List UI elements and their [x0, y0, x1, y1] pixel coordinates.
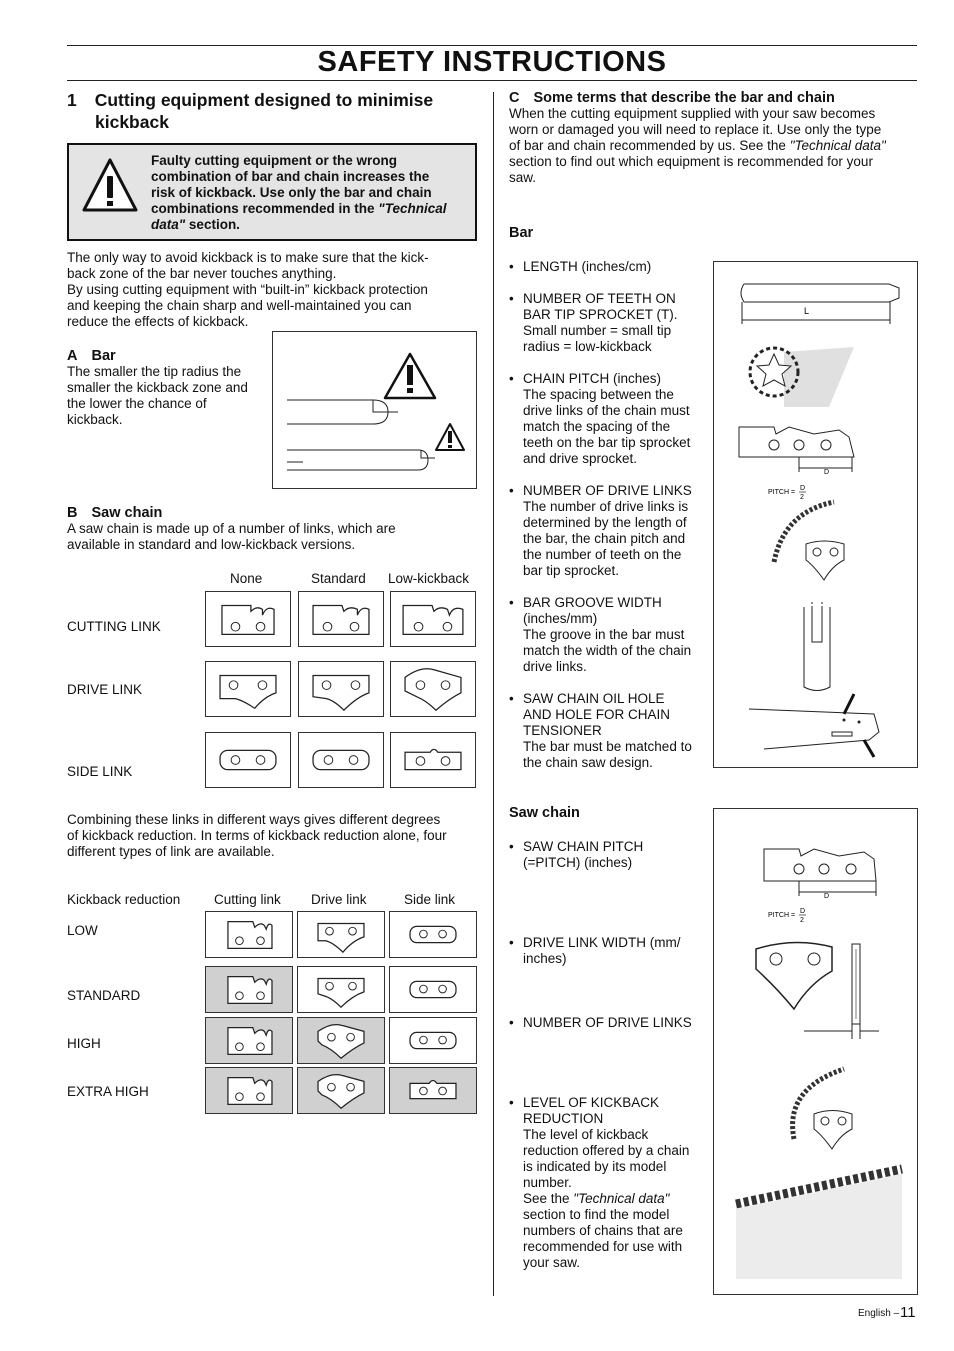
- saw-chain-heading: Saw chain: [509, 805, 580, 821]
- subheading: Some terms that describe the bar and chain: [533, 90, 835, 106]
- list-item: • CHAIN PITCH (inches) The spacing between the drive links of the chain must match the spacing of the teeth on the bar tip sprocket and drive sprocket.: [509, 371, 709, 467]
- section-c-block: [509, 90, 924, 186]
- kickback-reduction-header: Kickback reduction: [67, 892, 181, 907]
- svg-text:D: D: [800, 908, 806, 915]
- letter: B: [67, 505, 78, 521]
- text-line: available in standard and low-kickback versions.: [67, 537, 356, 552]
- combining-paragraph: [67, 812, 482, 860]
- text-line: back zone of the bar never touches anything.: [67, 266, 337, 281]
- bar-terms-list: [509, 259, 709, 771]
- section-title-line1: Cutting equipment designed to minimise: [94, 90, 434, 110]
- subheading: Saw chain: [91, 505, 163, 521]
- footer-language: English –: [858, 1308, 900, 1319]
- text-line: By using cutting equipment with “built-in” kickback protection: [67, 282, 428, 297]
- pitch-d-label: D: [824, 893, 830, 900]
- list-item: • LEVEL OF KICKBACK REDUCTION The level of kickback reduction offered by a chain is indicated by its model number. See the "Technical data" section to find the model numbers of chains that are recommended for use with your saw.: [509, 1095, 709, 1271]
- text-line: When the cutting equipment supplied with your saw becomes: [509, 106, 876, 121]
- list-item: • NUMBER OF DRIVE LINKS The number of drive links is determined by the length of the bar, the chain pitch and the number of teeth on the bar tip sprocket.: [509, 483, 709, 579]
- text-line: and keeping the chain sharp and well-maintained you can: [67, 298, 412, 313]
- pitch-d-label: D: [824, 469, 830, 476]
- drive-link-none: [205, 661, 291, 717]
- col-standard: Standard: [311, 571, 366, 586]
- col-low-kickback: Low-kickback: [388, 571, 470, 586]
- bar-terms-diagram: [714, 262, 919, 769]
- chain-terms-diagram: [714, 809, 919, 1296]
- col-cutting-link: Cutting link: [214, 892, 281, 907]
- text-line: different types of link are available.: [67, 844, 275, 859]
- text-line: the lower the chance of: [67, 396, 207, 411]
- text-line: saw.: [509, 170, 537, 185]
- letter: C: [509, 90, 520, 106]
- chain-terms-list: [509, 839, 709, 1271]
- chain-terms-figure: [713, 808, 918, 1295]
- side-link-low-kickback: [390, 732, 476, 788]
- svg-text:D: D: [800, 485, 806, 492]
- cutting-link-low-kickback: [390, 591, 476, 647]
- low-cutting-link: [205, 911, 293, 958]
- text-line: A saw chain is made up of a number of links, which are: [67, 521, 396, 536]
- page-number: 11: [900, 1304, 916, 1321]
- bar-a-block: [67, 348, 267, 428]
- side-link-standard: [298, 732, 384, 788]
- row-low: LOW: [67, 923, 98, 938]
- text-line: smaller the kickback zone and: [67, 380, 248, 395]
- warning-line: Faulty cutting equipment or the wrong: [151, 153, 397, 168]
- extra-high-drive-link: [297, 1067, 385, 1114]
- warning-line: combinations recommended in the "Technical: [151, 201, 447, 216]
- high-cutting-link: [205, 1017, 293, 1064]
- col-none: None: [230, 571, 263, 586]
- extra-high-side-link: [389, 1067, 477, 1114]
- side-link-none: [205, 732, 291, 788]
- list-item: • LENGTH (inches/cm): [509, 259, 709, 275]
- page-title: SAFETY INSTRUCTIONS: [317, 46, 667, 78]
- svg-text:2: 2: [800, 917, 804, 924]
- letter: A: [67, 348, 78, 364]
- length-label: L: [804, 306, 810, 316]
- text-line: kickback.: [67, 412, 123, 427]
- svg-text:2: 2: [800, 494, 804, 501]
- intro-paragraph: [67, 250, 477, 330]
- bar-heading: Bar: [509, 225, 534, 241]
- text-line: The smaller the tip radius the: [67, 364, 242, 379]
- text-line: of kickback reduction. In terms of kickback reduction alone, four: [67, 828, 447, 843]
- title-rule: [67, 80, 917, 81]
- row-drive-link: DRIVE LINK: [67, 682, 143, 697]
- bar-tip-diagram: [273, 332, 478, 490]
- cutting-link-none: [205, 591, 291, 647]
- warning-line: risk of kickback. Use only the bar and chain: [151, 185, 432, 200]
- col-side-link: Side link: [404, 892, 456, 907]
- standard-side-link: [389, 966, 477, 1013]
- text-line: reduce the effects of kickback.: [67, 314, 249, 329]
- list-item: • SAW CHAIN OIL HOLE AND HOLE FOR CHAIN TENSIONER The bar must be matched to the chain saw design.: [509, 691, 709, 771]
- row-cutting-link: CUTTING LINK: [67, 619, 161, 634]
- text-line: of bar and chain recommended by us. See the "Technical data": [509, 138, 886, 153]
- list-item: • NUMBER OF DRIVE LINKS: [509, 1015, 709, 1031]
- low-drive-link: [297, 911, 385, 958]
- section-number: 1: [67, 90, 77, 110]
- section-title-line2: kickback: [95, 112, 169, 132]
- text-line: Combining these links in different ways gives different degrees: [67, 812, 441, 827]
- row-high: HIGH: [67, 1036, 101, 1051]
- bar-terms-figure: [713, 261, 918, 768]
- warning-line: combination of bar and chain increases the: [151, 169, 430, 184]
- saw-chain-b-block: [67, 505, 477, 553]
- standard-cutting-link: [205, 966, 293, 1013]
- warning-box: [67, 143, 477, 241]
- warning-triangle-icon: [81, 157, 139, 215]
- extra-high-cutting-link: [205, 1067, 293, 1114]
- row-side-link: SIDE LINK: [67, 764, 133, 779]
- standard-drive-link: [297, 966, 385, 1013]
- list-item: • BAR GROOVE WIDTH (inches/mm) The groove in the bar must match the width of the chain drive links.: [509, 595, 709, 675]
- row-standard: STANDARD: [67, 988, 141, 1003]
- pitch-formula: PITCH =: [768, 912, 796, 919]
- bar-tip-radius-figure: [272, 331, 477, 489]
- high-drive-link: [297, 1017, 385, 1064]
- list-item: • NUMBER OF TEETH ON BAR TIP SPROCKET (T). Small number = small tip radius = low-kickback: [509, 291, 709, 355]
- warning-line: data" section.: [151, 217, 240, 232]
- low-side-link: [389, 911, 477, 958]
- high-side-link: [389, 1017, 477, 1064]
- row-extra-high: EXTRA HIGH: [67, 1084, 149, 1099]
- cutting-link-standard: [298, 591, 384, 647]
- subheading: Bar: [91, 348, 116, 364]
- list-item: • SAW CHAIN PITCH (=PITCH) (inches): [509, 839, 709, 871]
- text-line: worn or damaged you will need to replace it. Use only the type: [509, 122, 882, 137]
- drive-link-low-kickback: [390, 661, 476, 717]
- pitch-formula: PITCH =: [768, 489, 796, 496]
- text-line: section to find out which equipment is recommended for your: [509, 154, 873, 169]
- column-divider: [493, 92, 494, 1296]
- drive-link-standard: [298, 661, 384, 717]
- section-1-heading: [67, 89, 433, 133]
- text-line: The only way to avoid kickback is to make sure that the kick-: [67, 250, 429, 265]
- list-item: • DRIVE LINK WIDTH (mm/ inches): [509, 935, 709, 967]
- col-drive-link: Drive link: [311, 892, 367, 907]
